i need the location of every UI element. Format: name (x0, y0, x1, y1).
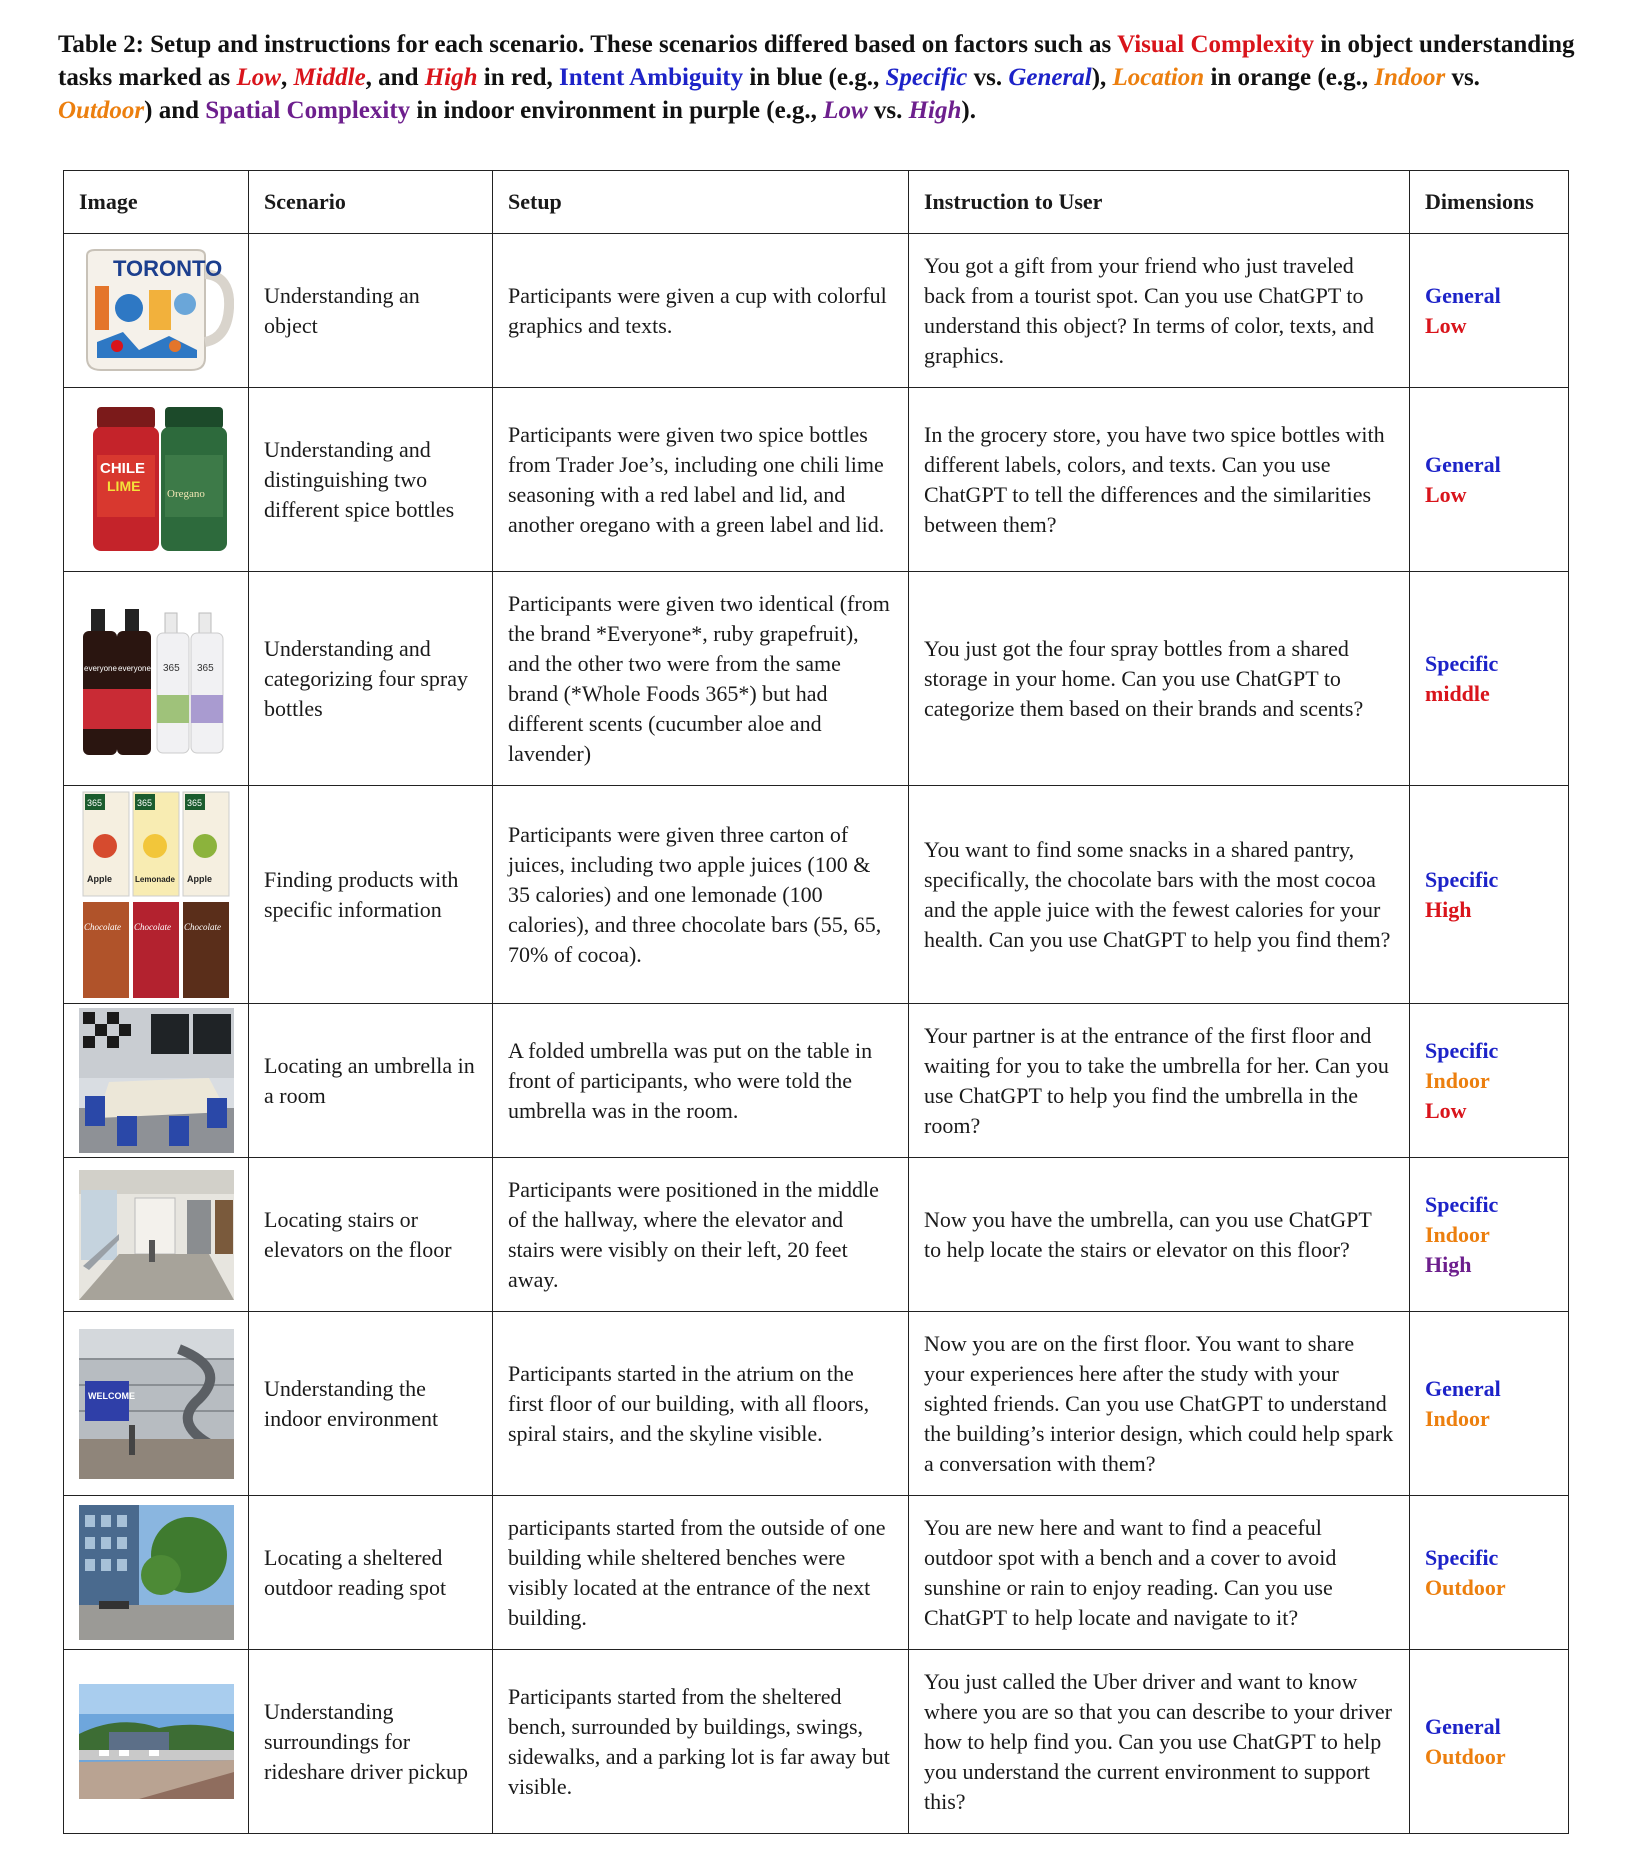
svg-text:Apple: Apple (187, 873, 213, 884)
dimension-visual: Low (1425, 481, 1467, 507)
setup-cell: Participants were given two spice bottles from Trader Joe’s, including one chili lime seasoning with a red label and lid, and another oregano with a green label and lid. (493, 388, 909, 572)
caption-spatial-complexity: Spatial Complexity (205, 97, 411, 124)
image-cell (64, 572, 249, 786)
instruction-cell: Your partner is at the entrance of the first floor and waiting for you to take the umbrella for her. Can you use ChatGPT to help you find the umbrella in the room? (909, 1004, 1410, 1158)
scenario-cell: Understanding and distinguishing two different spice bottles (249, 388, 493, 572)
dimension-intent: General (1425, 282, 1501, 308)
instruction-cell: You just got the four spray bottles from a shared storage in your home. Can you use ChatGPT to categorize them based on their brands and scents? (909, 572, 1410, 786)
scenario-cell: Understanding surroundings for rideshare driver pickup (249, 1650, 493, 1834)
dimension-visual: middle (1425, 680, 1490, 706)
svg-text:365: 365 (163, 662, 180, 674)
svg-text:Chocolate: Chocolate (84, 921, 121, 932)
dimension-spatial: Low (1425, 1097, 1467, 1123)
scenario-cell: Locating stairs or elevators on the floor (249, 1158, 493, 1312)
dimension-location: Indoor (1425, 1221, 1490, 1247)
table-row (64, 1312, 1569, 1496)
setup-cell: A folded umbrella was put on the table in front of participants, who were told the umbrella was in the room. (493, 1004, 909, 1158)
image-cell (64, 388, 249, 572)
image-cell (64, 786, 249, 1004)
header-setup: Setup (493, 171, 909, 234)
image-cell (64, 1650, 249, 1834)
setup-cell: Participants were given two identical (from the brand *Everyone*, ruby grapefruit), and the other two were from the same brand (*Whole Foods 365*) but had different scents (cucumber aloe and lavender) (493, 572, 909, 786)
image-cell (64, 1004, 249, 1158)
instruction-cell: Now you are on the first floor. You want to share your experiences here after the study with your sighted friends. Can you use ChatGPT to understand the building’s interior design, which could help spark a conversation with them? (909, 1312, 1410, 1496)
caption-visual-complexity: Visual Complexity (1117, 31, 1315, 58)
caption-intent-ambiguity: Intent Ambiguity (559, 64, 744, 91)
meeting-room-image (79, 1008, 234, 1153)
dimensions-cell (1410, 1004, 1569, 1158)
table-row (64, 1496, 1569, 1650)
svg-text:Chocolate: Chocolate (184, 921, 221, 932)
mug-image (79, 246, 234, 376)
image-cell (64, 1496, 249, 1650)
svg-text:CHILE: CHILE (100, 459, 145, 477)
dimension-intent: Specific (1425, 866, 1499, 892)
dimension-intent: Specific (1425, 650, 1499, 676)
table-row (64, 572, 1569, 786)
dimension-visual: High (1425, 896, 1472, 922)
svg-text:365: 365 (137, 797, 153, 808)
instruction-cell: You just called the Uber driver and want to know where you are so that you can describe to your driver how to help find you. Can you use ChatGPT to help you understand the current environment to support this? (909, 1650, 1410, 1834)
svg-text:Lemonade: Lemonade (135, 874, 176, 884)
table-row (64, 786, 1569, 1004)
instruction-cell: You want to find some snacks in a shared pantry, specifically, the chocolate bars with the most cocoa and the apple juice with the fewest calories for your health. Can you use ChatGPT to help you find them? (909, 786, 1410, 1004)
dimension-spatial: High (1425, 1251, 1472, 1277)
header-instruction: Instruction to User (909, 171, 1410, 234)
scenario-cell: Understanding an object (249, 234, 493, 388)
image-cell (64, 234, 249, 388)
dimensions-cell (1410, 786, 1569, 1004)
dimension-intent: Specific (1425, 1544, 1499, 1570)
svg-text:Chocolate: Chocolate (134, 921, 171, 932)
table-caption: Table 2: Setup and instructions for each scenario. These scenarios differed based on factors such as Visual Complexity in object understanding tasks marked as Low, Middle, and High in red, Intent Ambiguity in blue (e.g., Specific vs. General), Location in orange (e.g., Indoor vs. Outdoor) and Spatial Complexity in indoor environment in purple (e.g., Low vs. High). (58, 31, 1575, 124)
header-scenario: Scenario (249, 171, 493, 234)
instruction-cell: Now you have the umbrella, can you use ChatGPT to help locate the stairs or elevator on this floor? (909, 1158, 1410, 1312)
table-row (64, 234, 1569, 388)
svg-text:WELCOME: WELCOME (88, 1390, 135, 1401)
image-cell (64, 1312, 249, 1496)
dimension-intent: General (1425, 451, 1501, 477)
setup-cell: participants started from the outside of one building while sheltered benches were visibly located at the entrance of the next building. (493, 1496, 909, 1650)
svg-text:365: 365 (197, 662, 214, 674)
instruction-cell: In the grocery store, you have two spice bottles with different labels, colors, and texts. Can you use ChatGPT to tell the differences and the similarities between them? (909, 388, 1410, 572)
dimensions-cell (1410, 1650, 1569, 1834)
scenario-cell: Locating an umbrella in a room (249, 1004, 493, 1158)
header-dimensions: Dimensions (1410, 171, 1569, 234)
hallway-image (79, 1170, 234, 1300)
dimension-intent: Specific (1425, 1037, 1499, 1063)
setup-cell: Participants were given a cup with colorful graphics and texts. (493, 234, 909, 388)
table-row (64, 388, 1569, 572)
svg-text:everyone: everyone (118, 663, 151, 673)
dimension-intent: Specific (1425, 1191, 1499, 1217)
dimension-visual: Low (1425, 312, 1467, 338)
spice-bottles-image (79, 405, 234, 555)
dimension-location: Outdoor (1425, 1743, 1506, 1769)
setup-cell: Participants were given three carton of juices, including two apple juices (100 & 35 calories) and one lemonade (100 calories), and three chocolate bars (55, 65, 70% of cocoa). (493, 786, 909, 1004)
outdoor-building-image (79, 1505, 234, 1640)
scenario-cell: Understanding the indoor environment (249, 1312, 493, 1496)
dimension-location: Indoor (1425, 1067, 1490, 1093)
svg-text:Apple: Apple (87, 873, 113, 884)
scenario-cell: Locating a sheltered outdoor reading spot (249, 1496, 493, 1650)
svg-text:LIME: LIME (107, 477, 141, 494)
atrium-image (79, 1329, 234, 1479)
table-row (64, 1004, 1569, 1158)
spray-bottles-image (79, 599, 234, 759)
svg-text:TORONTO: TORONTO (113, 255, 223, 281)
dimension-intent: General (1425, 1375, 1501, 1401)
dimensions-cell (1410, 572, 1569, 786)
setup-cell: Participants started from the sheltered bench, surrounded by buildings, swings, sidewalks, and a parking lot is far away but visible. (493, 1650, 909, 1834)
instruction-cell: You are new here and want to find a peaceful outdoor spot with a bench and a cover to avoid sunshine or rain to enjoy reading. Can you use ChatGPT to help locate and navigate to it? (909, 1496, 1410, 1650)
svg-text:everyone: everyone (84, 663, 117, 673)
dimension-location: Outdoor (1425, 1574, 1506, 1600)
dimension-intent: General (1425, 1713, 1501, 1739)
dimensions-cell (1410, 234, 1569, 388)
caption-location: Location (1112, 64, 1205, 91)
scenario-cell: Understanding and categorizing four spray bottles (249, 572, 493, 786)
dimensions-cell (1410, 388, 1569, 572)
table-row (64, 1158, 1569, 1312)
dimensions-cell (1410, 1158, 1569, 1312)
juice-chocolate-image (79, 790, 234, 1000)
dimensions-cell (1410, 1312, 1569, 1496)
svg-text:365: 365 (187, 797, 203, 808)
scenario-table (63, 170, 1569, 1834)
header-image: Image (64, 171, 249, 234)
parking-lot-image (79, 1684, 234, 1799)
setup-cell: Participants started in the atrium on the first floor of our building, with all floors, spiral stairs, and the skyline visible. (493, 1312, 909, 1496)
table-row (64, 1650, 1569, 1834)
table-header-row (64, 171, 1569, 234)
instruction-cell: You got a gift from your friend who just traveled back from a tourist spot. Can you use ChatGPT to understand this object? In terms of color, texts, and graphics. (909, 234, 1410, 388)
scenario-cell: Finding products with specific information (249, 786, 493, 1004)
dimensions-cell (1410, 1496, 1569, 1650)
setup-cell: Participants were positioned in the middle of the hallway, where the elevator and stairs were visibly on their left, 20 feet away. (493, 1158, 909, 1312)
svg-text:365: 365 (87, 797, 103, 808)
image-cell (64, 1158, 249, 1312)
svg-text:Oregano: Oregano (167, 487, 205, 500)
dimension-location: Indoor (1425, 1405, 1490, 1431)
